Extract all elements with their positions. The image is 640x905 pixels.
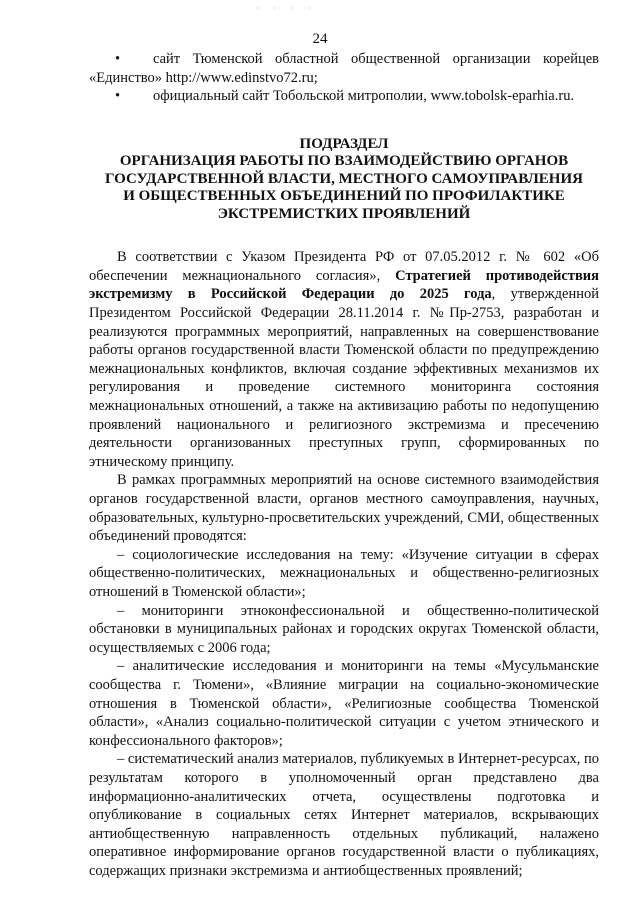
heading-line: ЭКСТРЕМИСТКИХ ПРОЯВЛЕНИЙ: [217, 205, 471, 222]
paragraph-measures: В рамках программных мероприятий на основе системного взаимодействия органов государственной власти, органов местного самоуправления, научных, образовательных, культурно-просветительских учреждений, СМИ, общественных объединений проводятся:: [89, 472, 599, 545]
paragraph-decree: [89, 248, 599, 471]
list-item: – мониторинги этноконфессиональной и общественно-политической обстановки в муниципальных районах и городских округах Тюменской области, осуществляемых с 2006 года;: [89, 602, 599, 656]
bullet-text: сайт Тюменской областной общественной организации корейцев «Единство» http://www.edinstvo72.ru;: [89, 51, 599, 86]
bullet-item: [89, 50, 599, 87]
page-number: 24: [312, 31, 328, 47]
bullet-icon: •: [115, 51, 121, 67]
page-content: [89, 50, 599, 880]
list-item: – аналитические исследования и мониторинги на темы «Мусульманские сообщества г. Тюмени», «Влияние миграции на социально-экономические отношения в Тюменской области», «Религиозные сообщества Тюменской области», «Анализ социально-политической ситуации с учетом этнического и конфессионального факторов»;: [89, 658, 599, 749]
paragraph-bold-text: Стратегией противодействия экстремизму в Российской Федерации до 2025 года: [89, 267, 599, 303]
heading-line: ОРГАНИЗАЦИЯ РАБОТЫ ПО ВЗАИМОДЕЙСТВИЮ ОРГАНОВ: [119, 153, 569, 170]
list-item: – систематический анализ материалов, публикуемых в Интернет-ресурсах, по результатам которого в уполномоченный орган представлено два информационно-аналитических отчета, осуществлены подготовка и опубликование в социальных сетях Интернет материалов, вскрывающих антиобщественную направленность отдельных публикаций, налажено оперативное информирование органов государственной власти о публикациях, содержащих признаки экстремизма и антиобщественных проявлений;: [89, 751, 599, 879]
bullet-icon: •: [115, 88, 121, 105]
heading-line: ПОДРАЗДЕЛ: [299, 135, 389, 152]
bullet-item: [89, 87, 599, 106]
paragraph-text: В соответствии с Указом Президента РФ от 07.05.2012 г. № 602 «Об обеспечении межнационального согласия»,: [89, 249, 599, 284]
paragraph-text: , утвержденной Президентом Российской Федерации 28.11.2014 г. №Пр-2753, разработан и реализуются программных мероприятий, направленных на совершенствование работы органов государственной власти Тюменской области по предупреждению межнациональных конфликтов, включая создание эффективных механизмов их регулирования и проведение системного мониторинга состояния межнациональных отношений, а также на активизацию работы по недопущению проявлений национального и религиозного экстремизма и пресечению деятельности организованных преступных групп, сформированных по этническому принципу.: [89, 286, 599, 470]
list-item: – социологические исследования на тему: «Изучение ситуации в сферах общественно-политических, межнациональных и общественно-религиозных отношений в Тюменской области»;: [89, 546, 599, 600]
heading-line: И ОБЩЕСТВЕННЫХ ОБЪЕДИНЕНИЙ ПО ПРОФИЛАКТИКЕ: [123, 188, 565, 205]
bullet-text: официальный сайт Тобольской митрополии, www.tobolsk-eparhia.ru.: [153, 88, 575, 105]
heading-line: ГОСУДАРСТВЕННОЙ ВЛАСТИ, МЕСТНОГО САМОУПРАВЛЕНИЯ: [105, 170, 583, 187]
section-heading: [89, 136, 599, 224]
scan-specks: ˙ ˙ ˙ ˙: [256, 6, 317, 16]
